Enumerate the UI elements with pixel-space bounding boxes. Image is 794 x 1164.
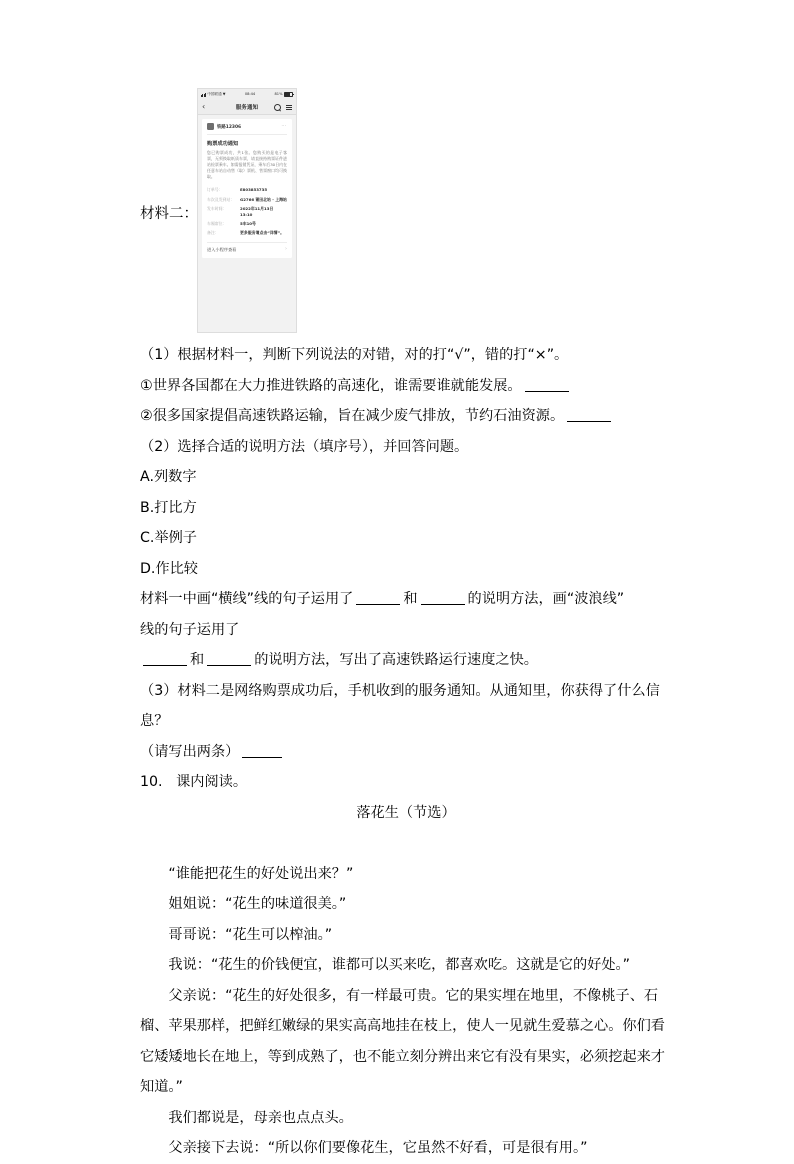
carrier-label: 中国联通 [207, 91, 222, 96]
more-dots-icon[interactable]: ⋯ [281, 123, 287, 129]
notification-card-header [207, 123, 287, 135]
question-2-fill-line-1 [140, 584, 672, 615]
reading-spacer [140, 828, 672, 859]
table-row [207, 204, 287, 219]
answer-blank[interactable] [421, 590, 465, 605]
phone-screenshot [197, 88, 297, 333]
reading-paragraph: 我们都说是，母亲也点点头。 [168, 1109, 353, 1126]
detail-key: 备注： [207, 230, 219, 236]
notification-card[interactable] [202, 119, 292, 258]
q2-fill-conj-2: 和 [190, 652, 205, 668]
question-2-stem: （2）选择合适的说明方法（填序号），并回答问题。 [140, 438, 469, 455]
question-2-option-a: A.列数字 [140, 469, 197, 485]
question-3-note-line [140, 737, 672, 768]
question-2-option-b: B.打比方 [140, 499, 197, 516]
question-3-stem: （3）材料二是网络购票成功后，手机收到的服务通知。从通知里，你获得了什么信息？ [140, 682, 660, 729]
phone-nav-bar [198, 100, 296, 115]
table-row [207, 185, 287, 194]
question-1-item-1-text: ①世界各国都在大力推进铁路的高速化，谁需要谁就能发展。 [140, 377, 522, 394]
signal-bars-icon [201, 93, 206, 97]
notification-body [198, 115, 296, 258]
battery-percent-label: 81% [274, 91, 283, 96]
detail-value: G2766 莆田北站 - 上海站 [240, 196, 287, 202]
answer-blank[interactable] [356, 590, 400, 605]
notification-text: 您已购票成功，共1张。您购买的是电子客票，无须换取纸质车票，请直接持购票证件进站检票乘车。如需报销凭证，乘车后30日内在任意车站自动售（取）票机、售票窗口均可换取。 [207, 150, 287, 180]
material-two-figure [197, 88, 297, 333]
question-1-item-2 [140, 401, 672, 432]
reading-paragraph: 哥哥说：“花生可以榨油。” [168, 926, 333, 943]
question-1-stem: （1）根据材料一，判断下列说法的对错，对的打“√”，错的打“×”。 [140, 347, 569, 363]
chevron-right-icon: › [285, 246, 287, 253]
search-icon[interactable] [274, 104, 281, 111]
question-1-item-1 [140, 371, 672, 402]
table-row [207, 219, 287, 228]
enter-miniprogram-row[interactable] [207, 242, 287, 253]
question-3-note: （请写出两条） [140, 743, 240, 760]
wifi-icon: ▼ [222, 91, 226, 96]
q2-fill-text-d: 的说明方法，写出了高速铁路运行速度之快。 [254, 652, 538, 668]
reading-title: 落花生（节选） [356, 804, 456, 821]
detail-value: 更多服务请点击“详情”。 [240, 230, 285, 236]
detail-key: 车厢席位： [207, 220, 227, 226]
question-text-block [140, 340, 672, 1164]
material-two-label: 材料二： [140, 206, 198, 222]
q2-fill-conj-1: 和 [403, 591, 418, 607]
answer-blank[interactable] [207, 651, 251, 666]
question-2-fill-line-3 [140, 645, 672, 676]
q2-fill-text-b: 的说明方法，画“波浪线” [467, 591, 625, 607]
reading-paragraph: 父亲说：“花生的好处很多，有一样最可贵。它的果实埋在地里，不像桃子、石榴、苹果那样，把鲜红嫩绿的果实高高地挂在枝上，使人一见就生爱慕之心。你们看它矮矮地长在地上，等到成熟了，也不能立刻分辨出来它有没有果实，必须挖起来才知道。” [140, 987, 665, 1095]
q2-fill-text-a: 材料一中画“横线”线的句子运用了 [140, 591, 354, 607]
answer-blank[interactable] [242, 743, 282, 758]
reading-paragraph: “谁能把花生的好处说出来？” [168, 865, 354, 882]
reading-paragraph: 我说：“花生的价钱便宜，谁都可以买来吃，都喜欢吃。这就是它的好处。” [168, 957, 630, 973]
order-details-table [207, 185, 287, 238]
detail-value: 5车10号 [240, 220, 256, 226]
question-2-fill-line-2: 线的句子运用了 [140, 621, 240, 638]
reading-paragraph: 父亲接下去说：“所以你们要像花生，它虽然不好看，可是很有用。” [168, 1140, 588, 1156]
notification-title: 购票成功通知 [207, 141, 239, 147]
answer-blank[interactable] [525, 377, 569, 392]
detail-key: 车次及发到站： [207, 196, 235, 202]
nav-actions [274, 104, 292, 111]
reading-number: 10. [140, 774, 163, 790]
status-bar-right [275, 92, 294, 98]
enter-miniprogram-label: 进入小程序查看 [207, 246, 237, 252]
question-1-item-2-text: ②很多国家提倡高速铁路运输，旨在减少废气排放，节约石油资源。 [140, 408, 565, 424]
chevron-left-icon[interactable]: ‹ [202, 102, 206, 111]
nav-title: 服务通知 [235, 105, 259, 111]
detail-value: 2022年11月13日 13:10 [240, 206, 274, 217]
sender-name: 铁路12306 [217, 124, 242, 130]
phone-status-bar [198, 89, 296, 100]
answer-blank[interactable] [143, 651, 187, 666]
hamburger-menu-icon[interactable] [286, 105, 292, 110]
detail-key: 发车时间： [207, 206, 227, 212]
detail-key: 订单号： [207, 187, 223, 193]
table-row [207, 228, 287, 237]
table-row [207, 195, 287, 204]
question-2-option-d: D.作比较 [140, 560, 198, 577]
detail-value: E803853735 [240, 187, 268, 193]
status-bar-clock: 08:44 [244, 91, 256, 96]
reading-heading: 课内阅读。 [176, 774, 248, 790]
battery-icon [284, 92, 293, 98]
reading-paragraph: 姐姐说：“花生的味道很美。” [168, 896, 347, 912]
question-2-option-c: C.举例子 [140, 530, 197, 546]
answer-blank[interactable] [567, 407, 611, 422]
app-avatar-icon [207, 123, 214, 130]
reading-heading-line [140, 767, 672, 798]
status-bar-left [201, 93, 225, 97]
